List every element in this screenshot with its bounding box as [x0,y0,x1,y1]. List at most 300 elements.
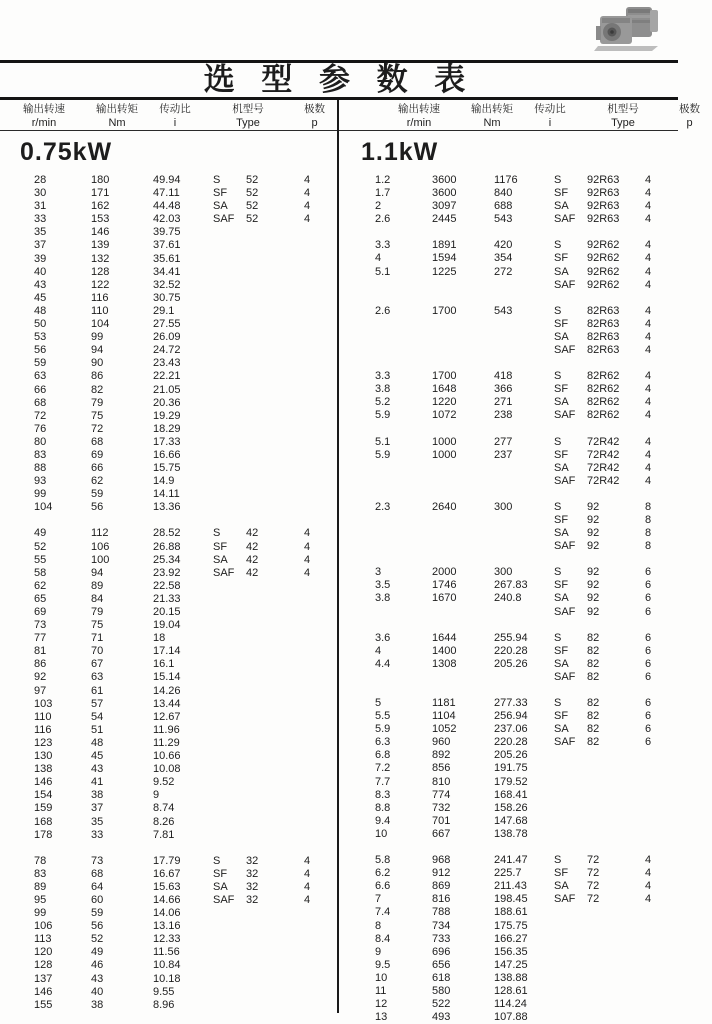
ratio-cell: 14.9 [153,475,175,488]
poles-cell [304,384,339,397]
speed-cell [375,540,432,553]
table-row [0,357,339,370]
type-prefix-cell: S [554,435,562,448]
poles-cell: 4 [645,409,652,422]
column-header [579,102,667,130]
ratio-cell: 256.94 [494,710,528,723]
torque-cell: 1308 [432,657,457,670]
speed-cell: 31 [34,200,47,213]
parameter-table [0,100,700,1024]
poles-cell: 4 [645,893,652,906]
type-size-cell: 82 [587,736,600,749]
type-size-cell [246,946,304,959]
table-row [0,632,339,645]
type-size-cell [246,593,304,606]
type-prefix-cell: S [554,697,562,709]
type-size-cell [246,973,304,986]
type-size-cell [246,436,304,449]
poles-cell: 4 [645,854,652,867]
type-size-cell: 72R42 [587,474,620,487]
ratio-cell: 32.52 [153,278,181,291]
torque-cell: 1052 [432,723,457,736]
ratio-cell: 156.35 [494,945,528,958]
table-row [341,749,678,762]
column-header [667,102,712,130]
table-row [341,985,678,998]
poles-cell: 6 [645,644,652,657]
ratio-cell [494,606,554,619]
table-row [0,973,339,986]
speed-cell: 93 [34,475,47,488]
type-prefix-cell: S [554,370,562,383]
ratio-cell: 8.26 [153,815,175,828]
ratio-cell: 11.56 [153,946,180,959]
type-size-cell: 92R62 [587,265,620,278]
ratio-cell: 20.36 [153,396,181,409]
poles-cell: 4 [304,540,311,553]
torque-cell: 56 [91,920,104,933]
type-prefix-cell [554,802,587,815]
type-size-cell: 82R62 [587,370,620,383]
ratio-cell: 147.68 [494,814,528,827]
type-size-cell: 42 [246,527,259,540]
table-row [0,397,339,410]
torque-cell: 38 [91,789,104,802]
torque-cell: 94 [91,566,104,579]
row-group [0,855,339,1012]
poles-cell: 4 [645,200,652,213]
poles-cell: 4 [645,867,652,880]
type-prefix-cell [554,906,587,919]
speed-cell: 77 [34,632,47,645]
speed-cell: 4 [375,252,382,265]
speed-cell: 5.1 [375,435,391,448]
ratio-cell: 366 [494,383,513,396]
torque-cell: 1648 [432,383,457,396]
type-size-cell: 82 [587,670,600,683]
ratio-cell: 9.52 [153,776,175,789]
ratio-cell: 14.11 [153,488,180,501]
poles-cell [304,973,339,986]
table-row [0,449,339,462]
type-size-cell [246,986,304,999]
torque-cell: 1594 [432,252,457,265]
poles-cell [304,410,339,423]
type-size-cell [587,762,645,775]
torque-cell: 1670 [432,592,457,605]
ratio-cell: 240.8 [494,592,522,605]
power-label: 0.75kW [20,138,113,166]
table-row [0,855,339,868]
type-prefix-cell: S [554,631,562,644]
row-group [341,305,678,357]
ratio-cell: 23.43 [153,357,181,370]
ratio-cell: 37.61 [153,239,181,252]
speed-cell: 48 [34,304,47,317]
table-row [341,723,678,736]
ratio-cell [494,318,554,331]
type-prefix-cell [213,816,246,829]
section-body [0,174,339,1012]
table-row [341,815,678,828]
torque-cell: 912 [432,867,451,880]
type-prefix-cell: SA [213,553,228,566]
poles-cell: 6 [645,592,652,605]
speed-cell: 62 [34,579,47,592]
torque-cell: 171 [91,187,110,200]
table-row [341,266,678,279]
torque-cell: 696 [432,945,451,958]
torque-cell: 1700 [432,304,457,317]
speed-cell: 7.4 [375,906,391,919]
torque-cell: 63 [91,671,104,684]
speed-cell: 3.3 [375,370,391,383]
torque-cell: 180 [91,174,110,186]
poles-cell: 4 [645,396,652,409]
poles-cell [304,999,339,1012]
type-size-cell [246,410,304,423]
poles-cell [645,933,678,946]
speed-cell: 65 [34,592,47,605]
poles-cell: 8 [645,540,652,553]
poles-cell: 4 [304,880,311,893]
ratio-cell: 18 [153,632,166,645]
torque-cell: 82 [91,383,104,396]
torque-cell: 43 [91,763,104,776]
type-size-cell [246,397,304,410]
type-size-cell [246,619,304,632]
column-header-unit: Type [236,117,260,129]
table-row [341,880,678,893]
table-row [341,501,678,514]
type-size-cell [246,959,304,972]
table-row [341,789,678,802]
speed-cell: 40 [34,265,47,278]
ratio-cell: 543 [494,304,513,317]
type-size-cell: 92R62 [587,278,620,291]
ratio-cell: 420 [494,239,513,252]
table-row [341,213,678,226]
torque-cell: 1746 [432,579,457,592]
type-prefix-cell [213,619,246,632]
type-size-cell: 92 [587,540,600,553]
type-prefix-cell: SF [554,867,569,880]
type-size-cell: 92 [587,527,600,540]
type-size-cell: 82R62 [587,396,620,409]
gearmotor-photo [592,2,664,52]
speed-cell: 52 [34,540,47,553]
ratio-cell [494,540,554,553]
ratio-cell: 267.83 [494,579,528,592]
type-prefix-cell [213,776,246,789]
poles-cell [304,802,339,815]
table-row [0,933,339,946]
speed-cell [375,606,432,619]
speed-cell: 159 [34,802,53,815]
type-size-cell [246,501,304,514]
poles-cell: 6 [645,736,652,749]
torque-cell: 733 [432,932,451,945]
type-prefix-cell [554,985,587,998]
speed-cell [375,331,432,344]
table-row [341,318,678,331]
poles-cell: 6 [645,605,652,618]
poles-cell: 4 [304,867,311,880]
table-row [341,383,678,396]
type-prefix-cell: SA [554,461,569,474]
type-prefix-cell: SF [554,710,569,723]
page-title: 选 型 参 数 表 [203,62,475,97]
ratio-cell: 241.47 [494,854,528,867]
ratio-cell: 138.88 [494,971,528,984]
speed-cell: 33 [34,213,47,226]
torque-cell: 522 [432,998,451,1011]
ratio-cell: 10.84 [153,959,181,972]
column-header [0,102,88,130]
speed-cell: 72 [34,409,47,422]
type-prefix-cell: SAF [554,893,576,906]
poles-cell [304,671,339,684]
poles-cell: 4 [645,461,652,474]
type-prefix-cell: S [213,854,221,867]
type-size-cell: 92 [587,566,600,579]
ratio-cell: 42.03 [153,213,181,226]
type-prefix-cell: SF [554,317,569,330]
type-size-cell [246,253,304,266]
speed-cell: 81 [34,645,47,658]
table-row [0,475,339,488]
type-prefix-cell [213,501,246,514]
type-size-cell [246,711,304,724]
torque-cell: 48 [91,736,104,749]
poles-cell: 4 [645,330,652,343]
power-section [0,131,339,1012]
column-headers-left [0,100,339,130]
torque-cell: 90 [91,357,104,370]
table-row [341,920,678,933]
torque-cell: 69 [91,448,104,461]
torque-cell: 45 [91,750,104,763]
poles-cell [304,920,339,933]
table-row [0,501,339,514]
column-header [292,102,337,130]
table-row [341,527,678,540]
speed-cell: 9.5 [375,958,391,971]
type-prefix-cell [213,331,246,344]
poles-cell [304,986,339,999]
ratio-cell: 8.74 [153,802,175,815]
type-prefix-cell: SAF [554,409,576,422]
type-prefix-cell: SA [554,657,569,670]
row-group [341,370,678,422]
type-prefix-cell: SF [213,540,228,553]
type-prefix-cell: S [213,527,221,540]
speed-cell: 120 [34,946,53,959]
poles-cell [304,436,339,449]
poles-cell: 6 [645,566,652,579]
type-prefix-cell [213,475,246,488]
table-row [341,370,678,383]
type-prefix-cell [213,999,246,1012]
table-row [341,906,678,919]
table-row [341,972,678,985]
torque-cell: 51 [91,723,104,736]
speed-cell: 8.3 [375,788,391,801]
type-prefix-cell: SF [554,513,569,526]
type-size-cell [246,475,304,488]
type-prefix-cell [554,933,587,946]
type-size-cell [246,802,304,815]
type-size-cell [246,488,304,501]
table-row [341,998,678,1011]
speed-cell: 1.2 [375,174,391,186]
poles-cell [645,972,678,985]
type-prefix-cell [554,815,587,828]
poles-cell: 4 [304,527,311,540]
table-row [0,554,339,567]
type-size-cell [246,685,304,698]
ratio-cell: 166.27 [494,932,528,945]
ratio-cell: 158.26 [494,801,528,814]
table-row [341,776,678,789]
ratio-cell: 24.72 [153,344,181,357]
torque-cell: 112 [91,527,109,540]
type-prefix-cell [213,737,246,750]
type-size-cell [587,998,645,1011]
column-header-unit: Nm [108,117,126,129]
torque-cell: 54 [91,710,104,723]
table-row [0,580,339,593]
ratio-cell: 271 [494,396,513,409]
torque-cell: 104 [91,318,110,331]
ratio-cell: 35.61 [153,252,181,265]
table-row [0,999,339,1012]
type-size-cell: 92R63 [587,187,620,200]
speed-cell: 8.8 [375,801,391,814]
type-prefix-cell [213,305,246,318]
speed-cell: 80 [34,435,47,448]
torque-cell: 75 [91,619,104,632]
type-size-cell: 82 [587,644,600,657]
poles-cell: 6 [645,670,652,683]
type-prefix-cell: S [554,566,562,579]
type-size-cell [246,580,304,593]
torque-cell [432,527,494,540]
torque-cell: 116 [91,291,109,304]
table-row [341,566,678,579]
type-size-cell: 92R63 [587,200,620,213]
type-size-cell [246,239,304,252]
torque-cell: 79 [91,396,104,409]
ratio-cell: 17.79 [153,854,181,867]
speed-cell: 104 [34,501,53,514]
torque-cell: 146 [91,226,110,239]
type-size-cell [246,999,304,1012]
torque-cell: 59 [91,907,104,920]
speed-cell: 137 [34,972,53,985]
type-prefix-cell [213,292,246,305]
type-prefix-cell: SAF [213,566,235,579]
row-group [341,239,678,291]
speed-cell: 89 [34,880,47,893]
type-prefix-cell [213,724,246,737]
ratio-cell: 128.61 [494,984,528,997]
speed-cell [375,279,432,292]
torque-cell: 1400 [432,644,457,657]
ratio-cell: 12.33 [153,933,181,946]
column-header-label: 极数 [679,103,700,115]
table-row [0,907,339,920]
type-size-cell [246,370,304,383]
type-size-cell: 92 [587,605,600,618]
type-size-cell: 42 [246,540,259,553]
poles-cell: 4 [304,187,311,200]
table-row [341,893,678,906]
torque-cell: 618 [432,971,451,984]
type-prefix-cell [213,462,246,475]
column-header-label: 输出转速 [398,103,440,115]
poles-cell: 4 [645,370,652,383]
poles-cell: 4 [645,383,652,396]
torque-cell: 960 [432,736,451,749]
torque-cell [432,671,494,684]
ratio-cell: 15.14 [153,671,181,684]
torque-cell: 40 [91,985,104,998]
table-row [341,279,678,292]
ratio-cell: 15.75 [153,462,181,475]
ratio-cell: 13.44 [153,697,181,710]
type-prefix-cell [213,593,246,606]
torque-cell: 59 [91,488,104,501]
column-header-unit: i [173,117,177,129]
torque-cell [432,318,494,331]
type-prefix-cell: SAF [554,605,576,618]
type-prefix-cell: SAF [213,213,235,226]
type-prefix-cell [213,658,246,671]
table-row [0,279,339,292]
ratio-cell: 26.88 [153,540,181,553]
ratio-cell: 225.7 [494,867,522,880]
speed-cell: 58 [34,566,47,579]
torque-cell: 493 [432,1011,451,1024]
torque-cell: 33 [91,828,104,841]
ratio-cell [494,671,554,684]
type-size-cell: 72R42 [587,461,620,474]
table-row [0,920,339,933]
poles-cell [304,292,339,305]
type-prefix-cell: S [554,854,562,867]
ratio-cell: 10.66 [153,750,181,763]
poles-cell [645,906,678,919]
torque-cell: 66 [91,462,104,475]
ratio-cell: 30.75 [153,291,181,304]
ratio-cell: 17.33 [153,435,181,448]
poles-cell [304,462,339,475]
ratio-cell: 237.06 [494,723,528,736]
ratio-cell: 21.05 [153,383,181,396]
poles-cell [304,344,339,357]
table-row [341,632,678,645]
type-size-cell: 52 [246,200,259,213]
poles-cell [304,632,339,645]
table-row [341,854,678,867]
torque-cell: 1225 [432,265,457,278]
ratio-cell: 220.28 [494,644,528,657]
ratio-cell [494,279,554,292]
table-row [341,658,678,671]
type-size-cell [246,632,304,645]
poles-cell: 4 [645,304,652,317]
